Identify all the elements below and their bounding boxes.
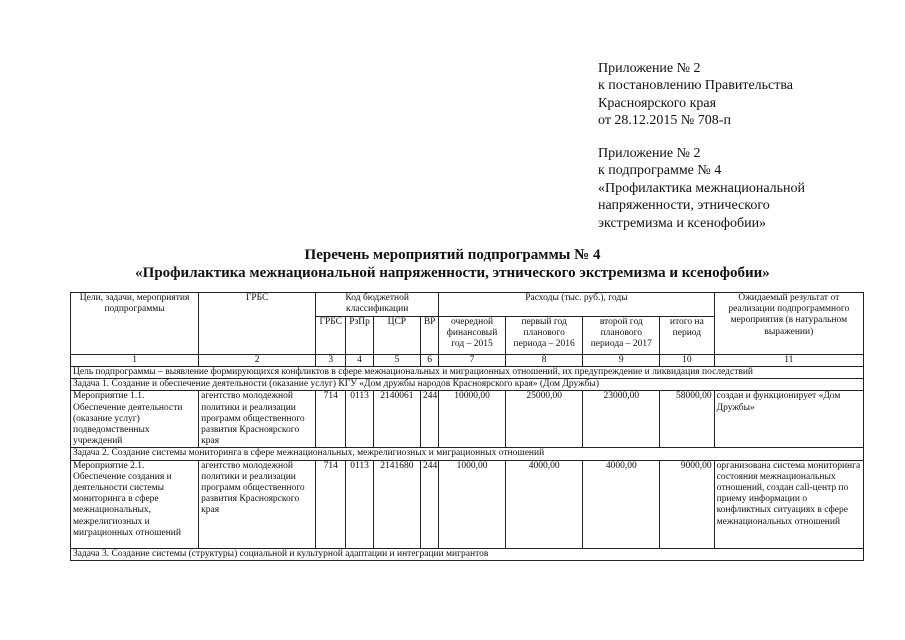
measure-1-vr: 244: [421, 391, 439, 448]
measure-1-name: Мероприятие 1.1. Обеспечение деятельности (оказание услуг) подведомственных учреждений: [71, 391, 199, 448]
column-number: 11: [714, 355, 863, 367]
measure-1-2016: 25000,00: [505, 391, 583, 448]
column-number: 4: [346, 355, 373, 367]
measure-1-grbs: агентство молодежной политики и реализации программ общественного развития Красноярского края: [199, 391, 316, 448]
title-line-1: Перечень мероприятий подпрограммы № 4: [304, 247, 601, 263]
column-number: 1: [71, 355, 199, 367]
header-year-2016: первый год планового периода – 2016: [505, 317, 583, 355]
header-year-2015: очередной финансовый год – 2015: [439, 317, 506, 355]
measure-1-2017: 23000,00: [583, 391, 660, 448]
measure-2-code-grbs: 714: [316, 460, 346, 548]
header-code-grbs: ГРБС: [316, 317, 346, 355]
measure-1-rzpr: 0113: [346, 391, 373, 448]
measure-2-2015: 1000,00: [439, 460, 506, 548]
measure-1-total: 58000,00: [660, 391, 714, 448]
appendix2-line: экстремизма и ксенофобии»: [598, 215, 767, 231]
header-expenses: Расходы (тыс. руб.), годы: [439, 293, 714, 317]
task-2: Задача 2. Создание системы мониторинга в сфере межнациональных, межрелигиозных и миграционных отношений: [71, 448, 864, 460]
measure-2-grbs: агентство молодежной политики и реализации программ общественного развития Красноярского края: [199, 460, 316, 548]
column-number: 3: [316, 355, 346, 367]
column-number-row: [71, 355, 864, 367]
measure-1-code-grbs: 714: [316, 391, 346, 448]
measure-2-csr: 2141680: [373, 460, 420, 548]
header-year-2017: второй год планового периода – 2017: [583, 317, 660, 355]
column-number: 7: [439, 355, 506, 367]
appendix1-line: Красноярского края: [598, 95, 717, 111]
measure-1-2015: 10000,00: [439, 391, 506, 448]
goal-row: [71, 367, 864, 379]
measure-1-result: создан и функционирует «Дом Дружбы»: [714, 391, 863, 448]
task-1: Задача 1. Создание и обеспечение деятельности (оказание услуг) КГУ «Дом дружбы народов Красноярского края» (Дом Дружбы): [71, 379, 864, 391]
appendix2-line: к подпрограмме № 4: [598, 163, 722, 179]
measure-2-result: организована система мониторинга состояния межнациональных отношений, создан call-центр по приему информации о конфликтных ситуациях в сфере межнациональных отношений: [714, 460, 863, 548]
header-code-vr: ВР: [421, 317, 439, 355]
header-code-rzpr: РзПр: [346, 317, 373, 355]
column-number: 9: [583, 355, 660, 367]
measure-2-2017: 4000,00: [583, 460, 660, 548]
table-row: [71, 391, 864, 448]
header-goals: Цели, задачи, мероприятия подпрограммы: [71, 293, 199, 355]
header-budget-code: Код бюджетной классификации: [316, 293, 439, 317]
appendix2-line: «Профилактика межнациональной: [598, 180, 806, 196]
appendix1-line: Приложение № 2: [598, 61, 701, 76]
header-code-csr: ЦСР: [373, 317, 420, 355]
column-number: 2: [199, 355, 316, 367]
appendix1-line: к постановлению Правительства: [598, 78, 794, 94]
measure-2-total: 9000,00: [660, 460, 714, 548]
header-year-total: итого на период: [660, 317, 714, 355]
measure-1-csr: 2140061: [373, 391, 420, 448]
header-expected-result: Ожидаемый результат от реализации подпрограммного мероприятия (в натуральном выражении): [714, 293, 863, 355]
appendix2-line: Приложение № 2: [598, 146, 701, 161]
task-row: [71, 548, 864, 560]
measure-2-name: Мероприятие 2.1. Обеспечение создания и деятельности системы мониторинга в сфере межнациональных, межрелигиозных и миграционных отношений: [71, 460, 199, 548]
header-row-1: [71, 293, 864, 317]
measure-2-2016: 4000,00: [505, 460, 583, 548]
appendix2-line: напряженности, этнического: [598, 198, 770, 214]
measure-2-vr: 244: [421, 460, 439, 548]
title-line-2: «Профилактика межнациональной напряженности, этнического экстремизма и ксенофобии»: [135, 265, 770, 281]
document-title: [0, 246, 905, 282]
measures-table: [70, 292, 864, 561]
task-row: [71, 448, 864, 460]
appendix1-line: от 28.12.2015 № 708-п: [598, 113, 731, 129]
header-grbs: ГРБС: [199, 293, 316, 355]
table-row: [71, 460, 864, 548]
column-number: 5: [373, 355, 420, 367]
task-3: Задача 3. Создание системы (структуры) социальной и культурной адаптации и интеграции мигрантов: [71, 548, 864, 560]
column-number: 8: [505, 355, 583, 367]
measure-2-rzpr: 0113: [346, 460, 373, 548]
appendix-to-resolution: [598, 60, 793, 130]
column-number: 6: [421, 355, 439, 367]
appendix-to-subprogram: [598, 145, 805, 232]
task-row: [71, 379, 864, 391]
subprogram-goal: Цель подпрограммы – выявление формирующихся конфликтов в сфере межнациональных и миграционных отношений, их предупреждение и ликвидация последствий: [71, 367, 864, 379]
column-number: 10: [660, 355, 714, 367]
